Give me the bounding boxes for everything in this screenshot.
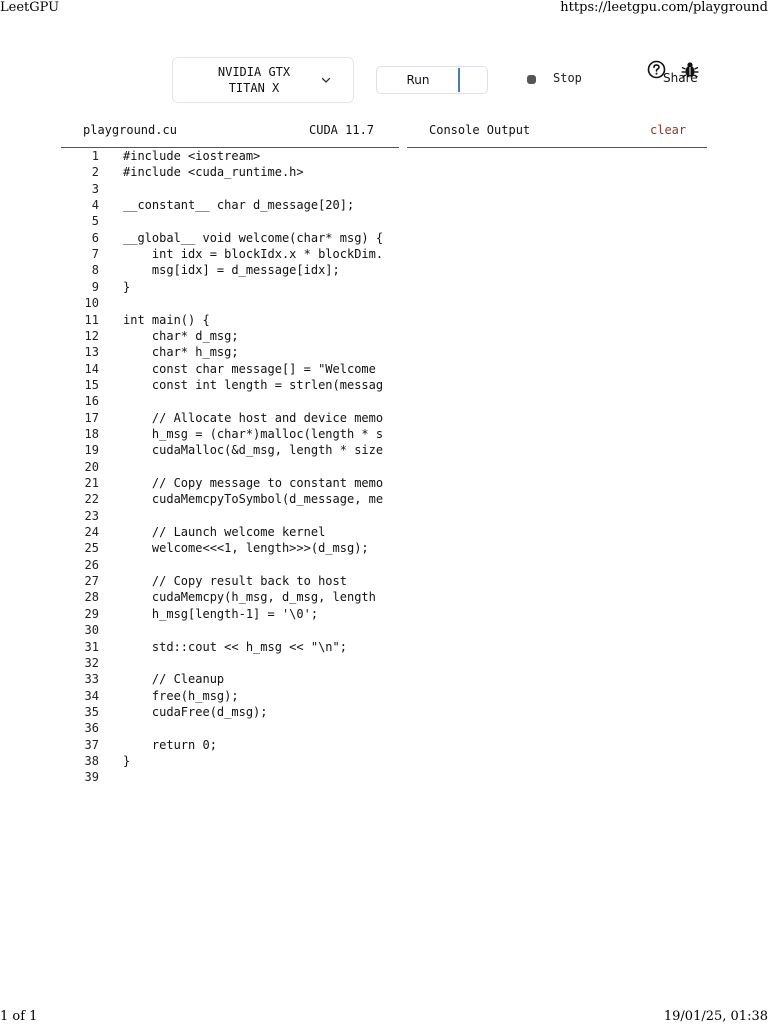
line-code[interactable]: return 0; — [123, 737, 217, 752]
line-number: 27 — [84, 574, 99, 589]
line-code[interactable]: char* h_msg; — [123, 345, 239, 360]
line-code[interactable]: // Cleanup — [123, 672, 225, 687]
code-line[interactable] — [61, 753, 399, 769]
line-code[interactable]: cudaFree(d_msg); — [123, 704, 268, 719]
run-button-divider — [458, 68, 460, 92]
line-code[interactable]: } — [123, 753, 131, 768]
line-code[interactable]: msg[idx] = d_message[idx]; — [123, 263, 340, 278]
line-code[interactable]: cudaMemcpy(h_msg, d_msg, length — [123, 590, 376, 605]
stop-dot-icon — [527, 75, 536, 84]
line-code[interactable]: cudaMalloc(&d_msg, length * size — [123, 443, 384, 458]
line-number: 9 — [91, 279, 99, 294]
print-footer-datetime: 19/01/25, 01:38 — [663, 1009, 768, 1024]
print-header-url: https://leetgpu.com/playground — [560, 0, 768, 15]
line-number: 17 — [84, 410, 99, 425]
print-footer-page: 1 of 1 — [0, 1009, 38, 1024]
line-number: 12 — [84, 328, 99, 343]
code-line[interactable] — [61, 442, 399, 458]
code-line[interactable] — [61, 230, 399, 246]
line-number: 31 — [84, 639, 99, 654]
line-code[interactable]: cudaMemcpyToSymbol(d_message, me — [123, 492, 384, 507]
stop-button-label: Stop — [553, 71, 582, 85]
code-line[interactable] — [61, 312, 399, 328]
code-line[interactable] — [61, 148, 399, 164]
line-number: 33 — [84, 672, 99, 687]
line-code[interactable]: __global__ void welcome(char* msg) { — [123, 230, 384, 245]
line-number: 24 — [84, 525, 99, 540]
code-line[interactable] — [61, 164, 399, 180]
console-output — [407, 148, 707, 788]
line-number: 35 — [84, 704, 99, 719]
line-number: 34 — [84, 688, 99, 703]
line-number: 6 — [91, 230, 99, 245]
code-line[interactable] — [61, 737, 399, 753]
chevron-down-icon — [320, 74, 332, 86]
line-code[interactable]: // Allocate host and device memo — [123, 410, 384, 425]
code-line[interactable] — [61, 540, 399, 556]
line-number: 2 — [91, 165, 99, 180]
line-code[interactable]: #include <iostream> — [123, 149, 261, 163]
code-line[interactable] — [61, 213, 399, 229]
file-tab[interactable]: playground.cu — [83, 123, 177, 137]
line-number: 32 — [84, 655, 99, 670]
line-code[interactable]: free(h_msg); — [123, 688, 239, 703]
code-line[interactable] — [61, 181, 399, 197]
line-number: 13 — [84, 345, 99, 360]
code-line[interactable] — [61, 557, 399, 573]
gpu-select-label: NVIDIA GTX TITAN X — [217, 65, 291, 95]
line-number: 36 — [84, 721, 99, 736]
code-line[interactable] — [61, 491, 399, 507]
share-button[interactable]: Share — [663, 71, 698, 85]
code-line[interactable] — [61, 262, 399, 278]
code-line[interactable] — [61, 361, 399, 377]
line-number: 26 — [84, 557, 99, 572]
line-number: 25 — [84, 541, 99, 556]
code-line[interactable] — [61, 344, 399, 360]
line-code[interactable]: #include <cuda_runtime.h> — [123, 165, 304, 180]
code-line[interactable] — [61, 426, 399, 442]
line-number: 38 — [84, 753, 99, 768]
line-code[interactable]: h_msg[length-1] = '\0'; — [123, 606, 319, 621]
code-line[interactable] — [61, 524, 399, 540]
code-line[interactable] — [61, 475, 399, 491]
line-number: 20 — [84, 459, 99, 474]
code-line[interactable] — [61, 279, 399, 295]
line-number: 19 — [84, 443, 99, 458]
code-line[interactable] — [61, 655, 399, 671]
line-code[interactable]: welcome<<<1, length>>>(d_msg); — [123, 541, 369, 556]
line-number: 15 — [84, 377, 99, 392]
code-line[interactable] — [61, 393, 399, 409]
cuda-version-label: CUDA 11.7 — [309, 123, 375, 137]
line-code[interactable]: int main() { — [123, 312, 210, 327]
run-button[interactable] — [376, 66, 488, 94]
line-code[interactable]: std::cout << h_msg << "\n"; — [123, 639, 347, 654]
gpu-select[interactable] — [172, 57, 354, 103]
code-line[interactable] — [61, 197, 399, 213]
line-code[interactable]: // Launch welcome kernel — [123, 525, 326, 540]
line-number: 4 — [91, 198, 99, 213]
line-number: 14 — [84, 361, 99, 376]
line-number: 21 — [84, 476, 99, 490]
stop-button[interactable] — [524, 68, 594, 90]
line-number: 11 — [84, 312, 99, 327]
line-code[interactable]: int idx = blockIdx.x * blockDim. — [123, 247, 384, 262]
line-code[interactable]: // Copy message to constant memo — [123, 476, 384, 490]
code-line[interactable] — [61, 720, 399, 736]
line-code[interactable]: __constant__ char d_message[20]; — [123, 198, 355, 213]
line-code[interactable]: h_msg = (char*)malloc(length * s — [123, 426, 384, 441]
line-number: 3 — [91, 181, 99, 196]
code-line[interactable] — [61, 671, 399, 687]
line-number: 18 — [84, 426, 99, 441]
code-line[interactable] — [61, 410, 399, 426]
code-line[interactable] — [61, 459, 399, 475]
line-number: 1 — [91, 149, 99, 163]
line-code[interactable]: // Copy result back to host — [123, 574, 347, 589]
code-line[interactable] — [61, 589, 399, 605]
run-button-label: Run — [406, 73, 430, 87]
code-line[interactable] — [61, 688, 399, 704]
code-line[interactable] — [61, 573, 399, 589]
code-line[interactable] — [61, 622, 399, 638]
line-code[interactable]: const char message[] = "Welcome — [123, 361, 376, 376]
line-number: 8 — [91, 263, 99, 278]
line-number: 30 — [84, 623, 99, 638]
line-number: 5 — [91, 214, 99, 229]
line-code[interactable]: char* d_msg; — [123, 328, 239, 343]
line-number: 10 — [84, 296, 99, 311]
code-editor[interactable] — [61, 147, 399, 787]
code-line[interactable] — [61, 295, 399, 311]
clear-button[interactable]: clear — [650, 123, 687, 137]
line-number: 22 — [84, 492, 99, 507]
console-title: Console Output — [429, 123, 531, 137]
code-line[interactable] — [61, 704, 399, 720]
code-line[interactable] — [61, 769, 399, 785]
line-number: 39 — [84, 770, 99, 785]
line-number: 37 — [84, 737, 99, 752]
line-number: 28 — [84, 590, 99, 605]
line-number: 23 — [84, 508, 99, 523]
code-line[interactable] — [61, 639, 399, 655]
print-header-title: LeetGPU — [0, 0, 60, 15]
code-line[interactable] — [61, 508, 399, 524]
line-code[interactable]: } — [123, 279, 131, 294]
line-code[interactable]: const int length = strlen(messag — [123, 377, 384, 392]
code-line[interactable] — [61, 606, 399, 622]
code-line[interactable] — [61, 246, 399, 262]
line-number: 16 — [84, 394, 99, 409]
code-line[interactable] — [61, 377, 399, 393]
line-number: 29 — [84, 606, 99, 621]
line-number: 7 — [91, 247, 99, 262]
code-line[interactable] — [61, 328, 399, 344]
